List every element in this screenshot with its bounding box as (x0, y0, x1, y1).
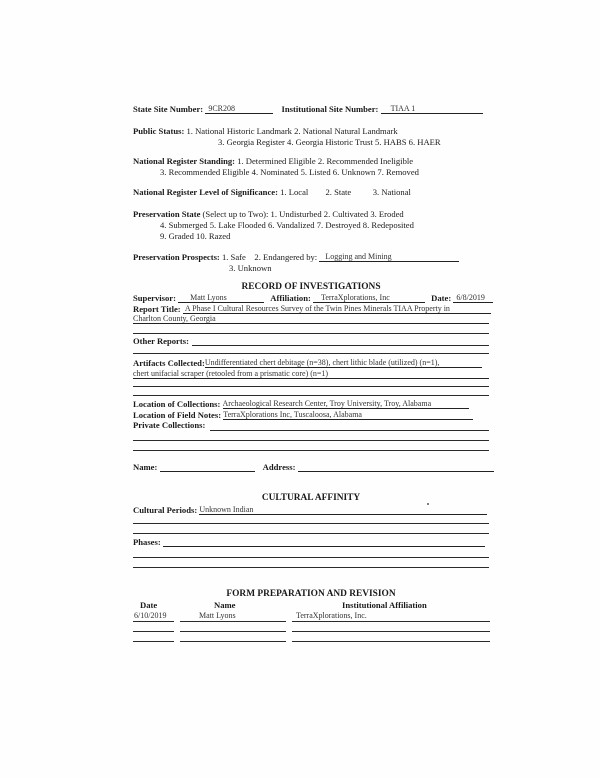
report-title-value-1: A Phase I Cultural Resources Survey of the Twin Pines Minerals TIAA Property in (183, 304, 491, 314)
phases-field (163, 537, 485, 547)
revision-row-affiliation: TerraXplorations, Inc. (296, 611, 367, 620)
field-notes-row (133, 410, 473, 420)
institutional-site-number-label: Institutional Site Number: (281, 104, 379, 114)
other-reports-line-1 (192, 345, 489, 346)
endangered-by-value: Logging and Mining (319, 252, 459, 262)
artifacts-row (133, 358, 482, 368)
cultural-periods-label: Cultural Periods: (133, 505, 198, 515)
preservation-state-options-2: 4. Submerged 5. Lake Flooded 6. Vandalized 7. Destroyed 8. Redeposited (160, 220, 414, 230)
revision-name-line-2 (180, 631, 286, 632)
nr-level-options: 1. Local 2. State 3. National (280, 187, 411, 197)
state-site-number-value: 9CR208 (205, 104, 273, 114)
nr-standing-line1 (133, 156, 413, 166)
other-reports-label: Other Reports: (133, 336, 189, 346)
supervisor-value: Matt Lyons (178, 293, 264, 303)
phases-line-3 (133, 567, 489, 568)
preservation-state-options-1: 1. Undisturbed 2. Cultivated 3. Eroded (270, 209, 404, 219)
artifacts-value-1: Undifferentiated chert debitage (n=38), chert lithic blade (utilized) (n=1), (205, 358, 482, 368)
phases-row (133, 537, 485, 547)
collections-value: Archaeological Research Center, Troy University, Troy, Alabama (223, 399, 469, 409)
prospects-label: Preservation Prospects: (133, 252, 220, 262)
private-collections-line-1 (210, 430, 489, 431)
public-status-line1 (133, 126, 398, 136)
prospects-options-1: 1. Safe 2. Endangered by: (221, 252, 318, 262)
affiliation-value: TerraXplorations, Inc (313, 293, 425, 303)
phases-line-2 (133, 557, 489, 558)
name-address-row (133, 462, 494, 472)
preservation-state-label: Preservation State (133, 209, 201, 219)
date-label: Date: (431, 293, 452, 303)
revision-date-line-1 (133, 621, 174, 622)
field-notes-value: TerraXplorations Inc, Tuscaloosa, Alabama (223, 410, 473, 420)
state-site-number-label: State Site Number: (133, 104, 204, 114)
revision-affiliation-line-3 (292, 641, 490, 642)
phases-label: Phases: (133, 537, 161, 547)
artifacts-row-2 (133, 369, 489, 379)
private-collections-label: Private Collections: (133, 420, 206, 430)
cultural-affinity-heading: CULTURAL AFFINITY (261, 493, 361, 503)
revision-name-line-3 (180, 641, 286, 642)
name-label: Name: (133, 462, 158, 472)
revision-date-line-2 (133, 631, 174, 632)
affiliation-label: Affiliation: (270, 293, 311, 303)
col-date-header: Date (140, 600, 158, 610)
nr-standing-label: National Register Standing: (133, 156, 236, 166)
preservation-state-options-3: 9. Graded 10. Razed (160, 231, 231, 241)
cultural-periods-line-3 (133, 533, 489, 534)
site-number-row (133, 104, 483, 114)
report-title-label: Report Title: (133, 304, 181, 314)
col-name-header: Name (214, 600, 236, 610)
preservation-state-hint: (Select up to Two): (202, 209, 269, 219)
public-status-label: Public Status: (133, 126, 185, 136)
private-collections-line-2 (133, 440, 489, 441)
prospects-line1 (133, 252, 459, 262)
cultural-periods-row (133, 505, 487, 515)
artifacts-line-3 (133, 386, 489, 387)
preservation-state-line1 (133, 209, 404, 219)
private-collections-row (133, 420, 205, 430)
revision-name-line-1 (180, 621, 286, 622)
collections-label: Location of Collections: (133, 399, 221, 409)
nr-level-label: National Register Level of Significance: (133, 187, 278, 197)
public-status-options-2: 3. Georgia Register 4. Georgia Historic Trust 5. HABS 6. HAER (218, 137, 441, 147)
revision-date-line-3 (133, 641, 174, 642)
private-collections-line-3 (133, 450, 489, 451)
cultural-periods-value: Unknown Indian (199, 505, 487, 515)
artifacts-line-4 (133, 395, 489, 396)
report-title-row-2 (133, 314, 489, 324)
nr-standing-options-2: 3. Recommended Eligible 4. Nominated 5. Listed 6. Unknown 7. Removed (160, 167, 419, 177)
nr-standing-options-1: 1. Determined Eligible 2. Recommended Ineligible (237, 156, 414, 166)
artifacts-value-2: chert unifacial scraper (retooled from a prismatic core) (n=1) (133, 369, 489, 379)
revision-affiliation-line-1 (292, 621, 490, 622)
report-title-value-2: Charlton County, Georgia (133, 314, 489, 324)
address-field (298, 462, 494, 472)
report-blank-line (133, 333, 489, 334)
report-title-row (133, 304, 491, 314)
col-affiliation-header: Institutional Affiliation (342, 600, 427, 610)
revision-row-date: 6/10/2019 (134, 611, 167, 620)
other-reports-line-2 (133, 353, 489, 354)
field-notes-label: Location of Field Notes: (133, 410, 222, 420)
revision-affiliation-line-2 (292, 631, 490, 632)
institutional-site-number-value: TIAA 1 (381, 104, 483, 114)
artifacts-label: Artifacts Collected: (133, 358, 205, 368)
address-label: Address: (262, 462, 296, 472)
cultural-periods-line-2 (133, 523, 489, 524)
other-reports-row (133, 336, 189, 346)
record-of-investigations-heading: RECORD OF INVESTIGATIONS (241, 282, 381, 292)
public-status-options-1: 1. National Historic Landmark 2. National Natural Landmark (186, 126, 398, 136)
prospects-options-2: 3. Unknown (229, 263, 272, 273)
form-preparation-heading: FORM PREPARATION AND REVISION (226, 589, 396, 599)
nr-level-row (133, 187, 411, 197)
scan-speck (427, 503, 429, 505)
revision-row-name: Matt Lyons (199, 611, 236, 620)
supervisor-label: Supervisor: (133, 293, 176, 303)
supervisor-row (133, 293, 493, 303)
date-value: 6/8/2019 (453, 293, 493, 303)
name-field (160, 462, 255, 472)
collections-row (133, 399, 469, 409)
